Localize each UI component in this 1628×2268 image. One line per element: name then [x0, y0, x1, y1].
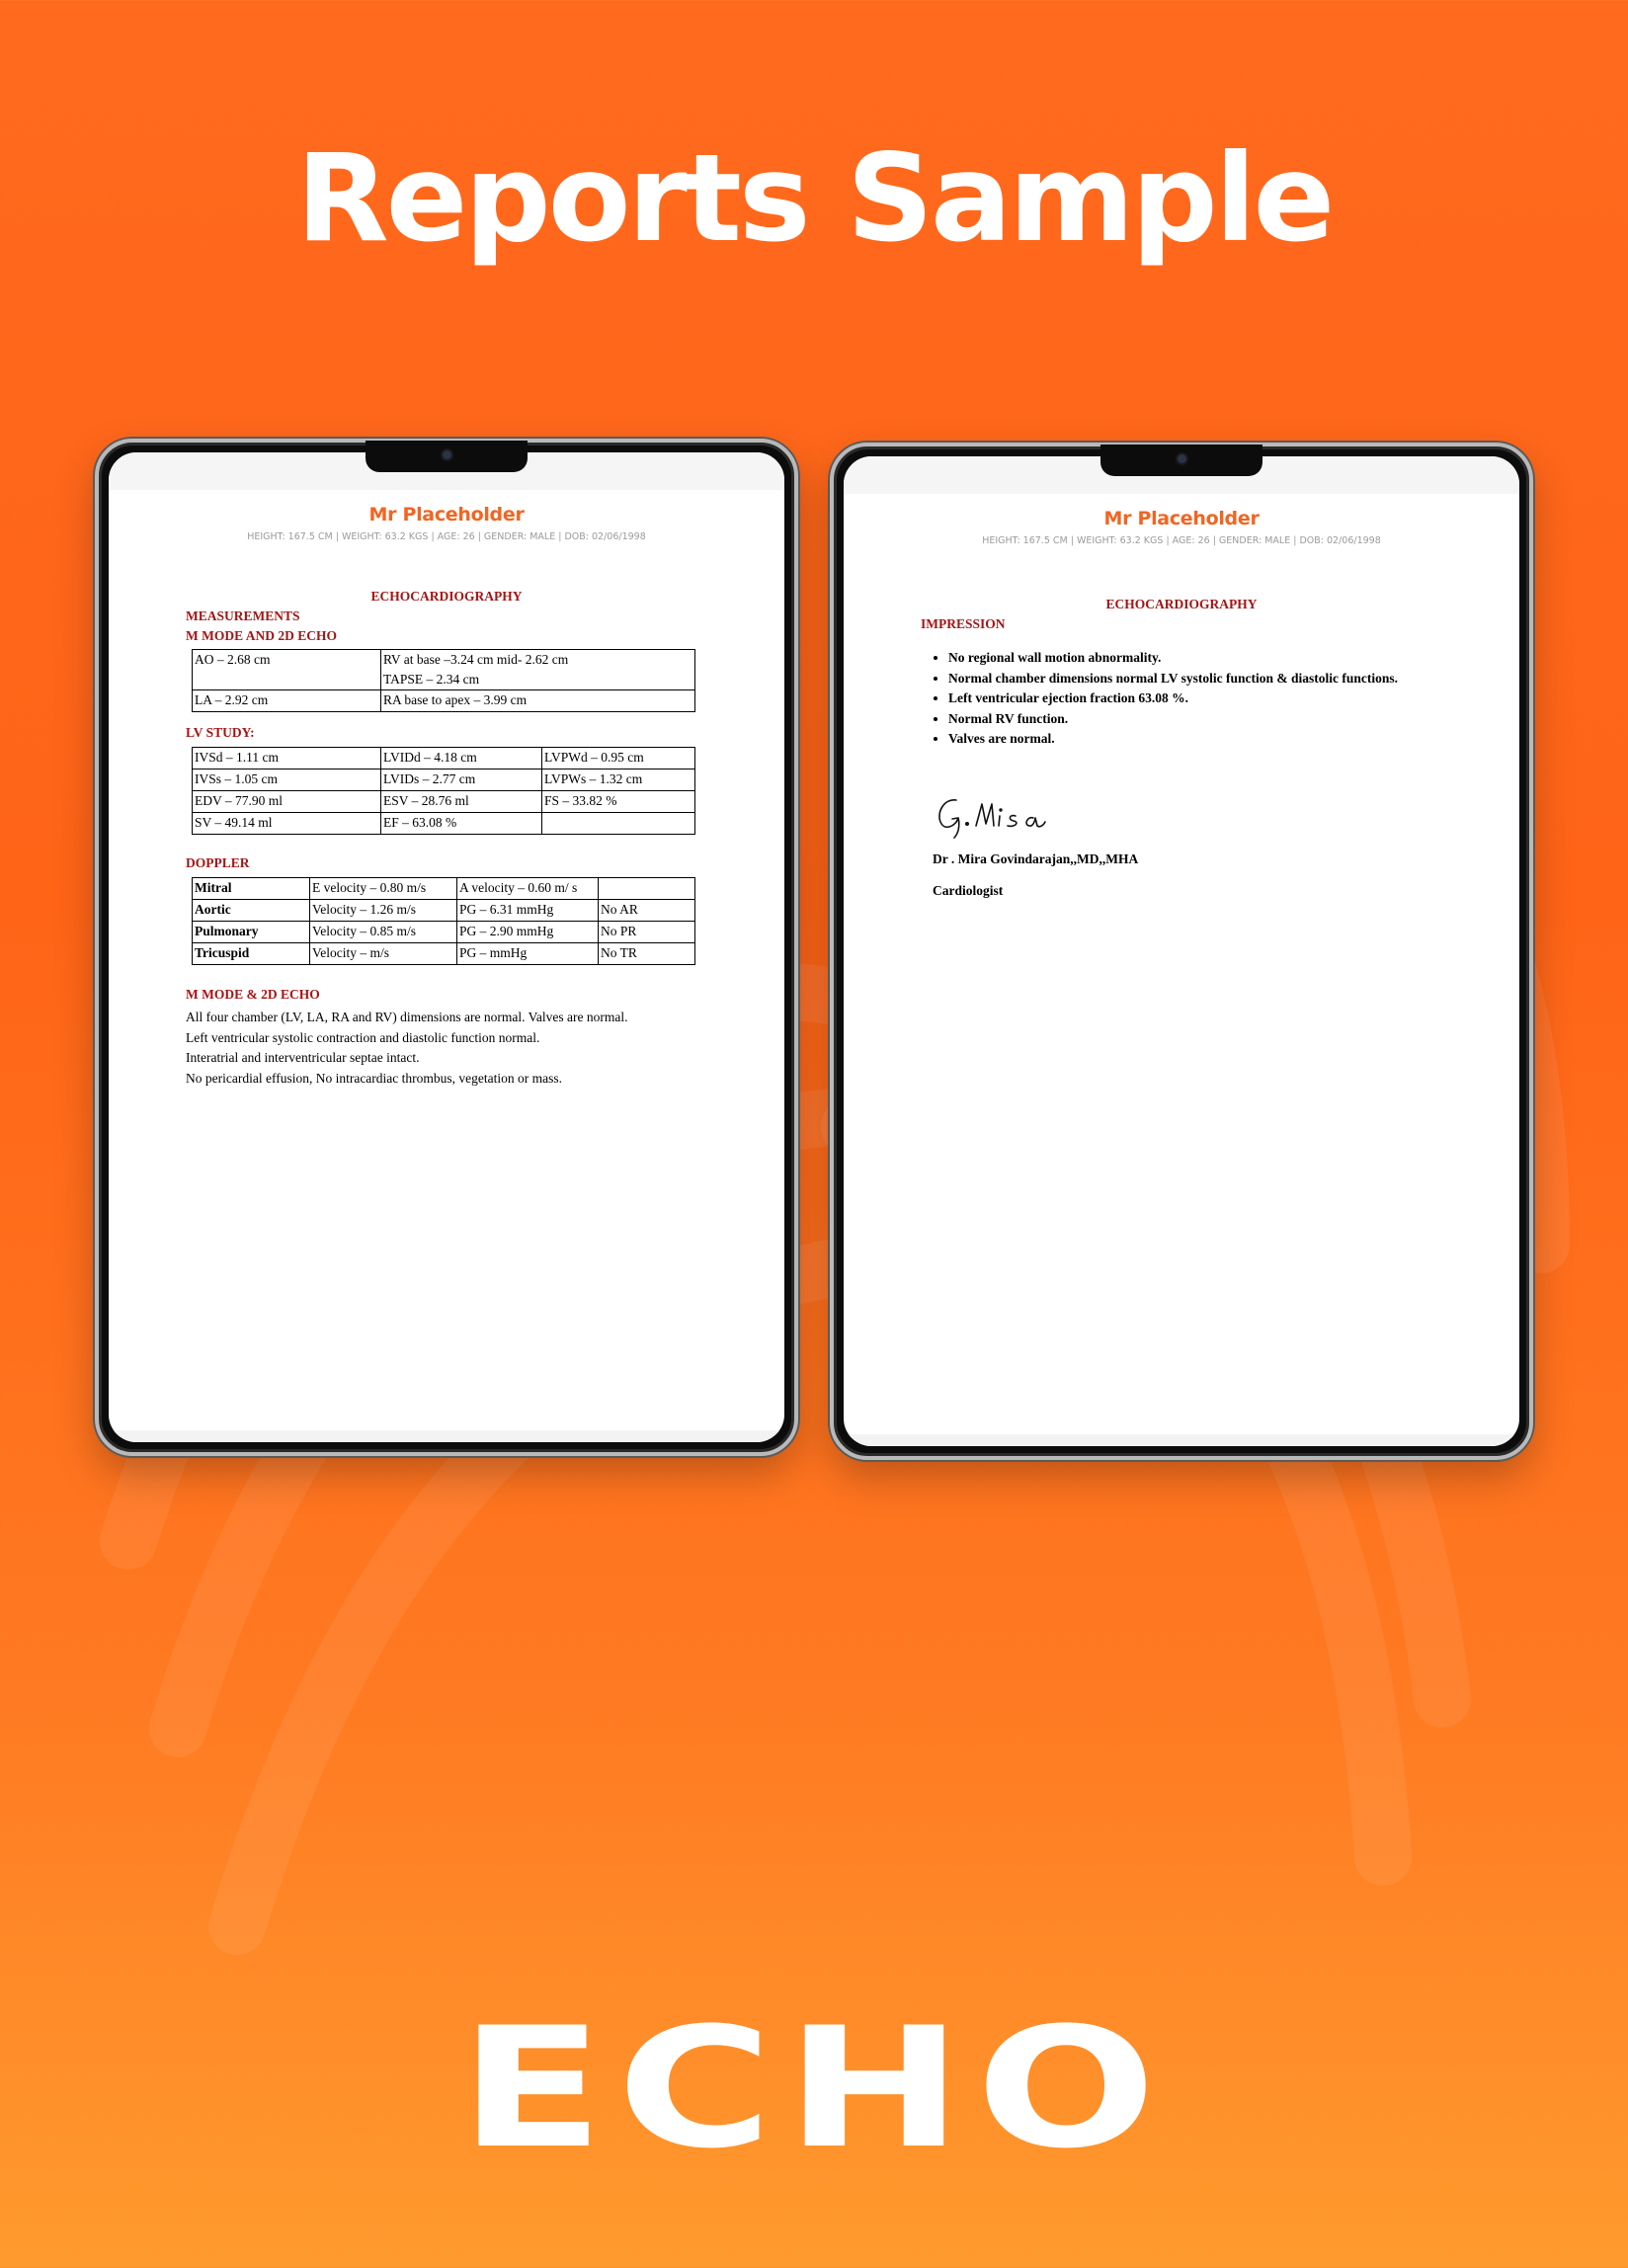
report-title: ECHOCARDIOGRAPHY — [1105, 597, 1258, 611]
table-cell: EF – 63.08 % — [381, 813, 542, 835]
list-item: • Normal RV function. — [948, 709, 1398, 730]
table-cell — [599, 878, 695, 900]
doppler-heading: DOPPLER — [186, 855, 250, 870]
table-cell: No AR — [599, 900, 695, 922]
table-cell: ESV – 28.76 ml — [381, 791, 542, 813]
table-cell: Velocity – m/s — [310, 943, 457, 965]
table-cell: FS – 33.82 % — [542, 791, 695, 813]
patient-name: Mr Placeholder — [1103, 508, 1260, 529]
table-cell: LA – 2.92 cm — [193, 690, 381, 712]
report-screen-2[interactable] — [844, 456, 1519, 1446]
table-cell: Aortic — [193, 900, 310, 922]
page-title: Reports Sample — [295, 128, 1333, 269]
report-screen-1[interactable] — [109, 452, 784, 1442]
table-cell: LVIDs – 2.77 cm — [381, 770, 542, 791]
table-cell: A velocity – 0.60 m/ s — [457, 878, 599, 900]
table-row — [193, 748, 695, 770]
table-cell: Velocity – 0.85 m/s — [310, 922, 457, 943]
doctor-name: Dr . Mira Govindarajan,,MD,,MHA — [933, 851, 1139, 866]
table-cell: PG – mmHg — [457, 943, 599, 965]
summary-line: Interatrial and interventricular septae intact. — [186, 1050, 420, 1065]
table-cell: PG – 2.90 mmHg — [457, 922, 599, 943]
patient-meta: HEIGHT: 167.5 CM | WEIGHT: 63.2 KGS | AGE: 26 | GENDER: MALE | DOB: 02/06/1998 — [247, 531, 646, 542]
lv-study-table — [192, 747, 695, 835]
doctor-title: Cardiologist — [933, 883, 1004, 898]
tablet-right — [830, 443, 1533, 1460]
report-title: ECHOCARDIOGRAPHY — [370, 589, 523, 604]
mmode-heading: M MODE AND 2D ECHO — [186, 628, 337, 643]
table-row — [193, 922, 695, 943]
summary-text — [186, 1008, 627, 1089]
table-cell: Mitral — [193, 878, 310, 900]
summary-heading: M MODE & 2D ECHO — [186, 987, 320, 1002]
list-item: • Valves are normal. — [948, 729, 1398, 750]
tablet-notch — [366, 441, 528, 472]
table-row — [193, 813, 695, 835]
tablet-notch — [1100, 445, 1262, 476]
table-row — [193, 770, 695, 791]
table-cell: RA base to apex – 3.99 cm — [381, 690, 695, 712]
table-cell: LVPWs – 1.32 cm — [542, 770, 695, 791]
report-document-2 — [844, 456, 1519, 1446]
list-item: • Normal chamber dimensions normal LV systolic function & diastolic functions. — [948, 669, 1398, 689]
patient-name: Mr Placeholder — [368, 504, 525, 526]
report-document-1 — [109, 452, 784, 1442]
list-item: • Left ventricular ejection fraction 63.08 %. — [948, 688, 1398, 709]
table-cell: Pulmonary — [193, 922, 310, 943]
impression-heading: IMPRESSION — [921, 616, 1006, 631]
table-row — [193, 791, 695, 813]
doppler-table — [192, 877, 695, 965]
table-cell: PG – 6.31 mmHg — [457, 900, 599, 922]
table-row — [193, 650, 695, 690]
table-cell: LVIDd – 4.18 cm — [381, 748, 542, 770]
tablet-left — [95, 439, 798, 1456]
summary-line: Left ventricular systolic contraction and diastolic function normal. — [186, 1029, 540, 1045]
lv-study-heading: LV STUDY: — [186, 725, 255, 740]
table-cell: No TR — [599, 943, 695, 965]
table-cell: AO – 2.68 cm — [193, 650, 381, 690]
table-row — [193, 900, 695, 922]
table-cell — [542, 813, 695, 835]
table-cell: Tricuspid — [193, 943, 310, 965]
camera-icon — [443, 450, 451, 459]
echo-logo: ECHO — [458, 1991, 1170, 2185]
table-cell: SV – 49.14 ml — [193, 813, 381, 835]
table-row — [193, 943, 695, 965]
table-cell: No PR — [599, 922, 695, 943]
table-cell: Velocity – 1.26 m/s — [310, 900, 457, 922]
summary-line: All four chamber (LV, LA, RA and RV) dimensions are normal. Valves are normal. — [186, 1010, 628, 1024]
table-cell: EDV – 77.90 ml — [193, 791, 381, 813]
cell-line: RV at base –3.24 cm mid- 2.62 cm — [383, 652, 569, 667]
table-row — [193, 878, 695, 900]
doctor-signature — [935, 792, 1063, 844]
cell-line: TAPSE – 2.34 cm — [383, 672, 480, 687]
summary-line: No pericardial effusion, No intracardiac thrombus, vegetation or mass. — [186, 1070, 563, 1086]
table-cell — [381, 650, 695, 690]
impression-list — [927, 648, 1398, 750]
table-row — [193, 690, 695, 712]
patient-meta: HEIGHT: 167.5 CM | WEIGHT: 63.2 KGS | AGE: 26 | GENDER: MALE | DOB: 02/06/1998 — [982, 535, 1381, 546]
table-cell: IVSd – 1.11 cm — [193, 748, 381, 770]
mmode-table — [192, 649, 695, 712]
list-item: • No regional wall motion abnormality. — [948, 648, 1398, 669]
table-cell: E velocity – 0.80 m/s — [310, 878, 457, 900]
camera-icon — [1178, 454, 1186, 463]
table-cell: IVSs – 1.05 cm — [193, 770, 381, 791]
table-cell: LVPWd – 0.95 cm — [542, 748, 695, 770]
measurements-heading: MEASUREMENTS — [186, 608, 300, 623]
